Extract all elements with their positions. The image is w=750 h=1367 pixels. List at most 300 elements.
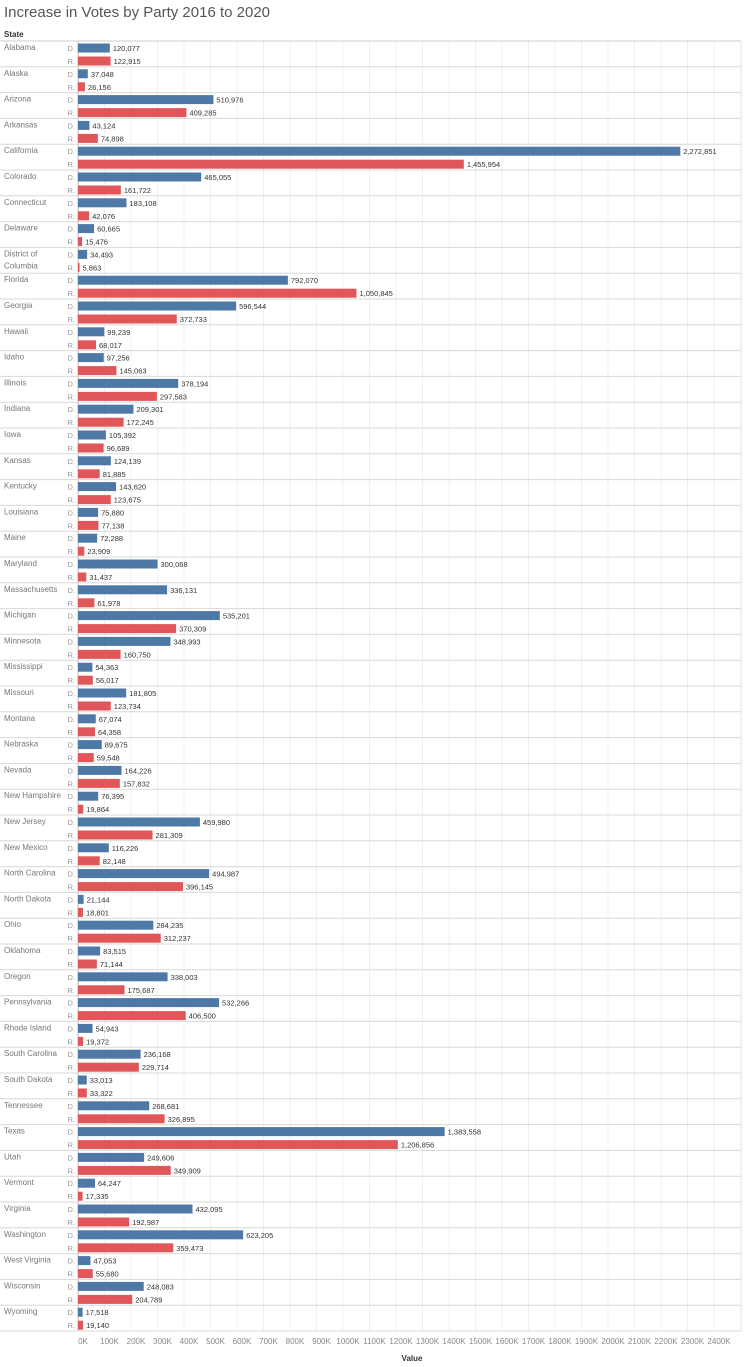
value-label: 123,734 bbox=[113, 702, 141, 711]
value-label: 17,518 bbox=[85, 1308, 109, 1318]
bar-d bbox=[78, 1230, 243, 1239]
bar-r bbox=[78, 1192, 83, 1201]
bar-r bbox=[78, 1011, 186, 1020]
state-label: Idaho bbox=[4, 352, 25, 362]
value-label: 1,050,845 bbox=[359, 289, 393, 299]
party-label: R. bbox=[67, 315, 75, 324]
party-label: D. bbox=[67, 456, 75, 466]
value-label: 192,987 bbox=[132, 1218, 160, 1227]
bar-d bbox=[78, 714, 96, 723]
x-tick-label: 2300K bbox=[680, 1337, 705, 1346]
bar-d bbox=[78, 456, 111, 465]
bar-d bbox=[78, 921, 153, 930]
party-label: R. bbox=[67, 1192, 75, 1202]
state-label: Florida bbox=[4, 275, 29, 285]
party-label: D. bbox=[67, 173, 75, 182]
value-label: 37,048 bbox=[90, 69, 114, 79]
value-label: 161,722 bbox=[123, 186, 151, 195]
bar-d bbox=[78, 482, 116, 491]
bar-d bbox=[78, 1205, 193, 1214]
value-label: 406,500 bbox=[188, 1011, 216, 1021]
bar-d bbox=[78, 508, 98, 517]
bar-d bbox=[78, 869, 209, 878]
value-label: 145,063 bbox=[119, 366, 147, 376]
state-label: Vermont bbox=[4, 1178, 34, 1188]
party-label: R. bbox=[67, 960, 75, 969]
party-label: R. bbox=[67, 418, 75, 428]
state-label: Tennessee bbox=[4, 1100, 43, 1110]
state-label: Mississippi bbox=[4, 662, 43, 672]
value-label: 229,714 bbox=[141, 1063, 169, 1073]
bar-r bbox=[78, 934, 161, 943]
value-label: 349,909 bbox=[173, 1166, 201, 1176]
x-tick-label: 400K bbox=[179, 1337, 199, 1346]
party-label: D. bbox=[67, 611, 75, 621]
value-label: 281,309 bbox=[155, 831, 183, 840]
bar-d bbox=[78, 173, 201, 182]
party-label: D. bbox=[67, 1024, 75, 1034]
state-label: South Carolina bbox=[4, 1049, 57, 1059]
x-tick-label: 900K bbox=[312, 1337, 331, 1346]
value-label: 15,476 bbox=[85, 237, 109, 247]
value-label: 89,675 bbox=[104, 740, 128, 750]
party-label: R. bbox=[67, 1243, 75, 1253]
state-label: North Dakota bbox=[4, 894, 52, 904]
party-label: D. bbox=[67, 1153, 75, 1163]
bar-r bbox=[78, 573, 86, 582]
party-label: D. bbox=[67, 405, 75, 415]
party-label: D. bbox=[67, 431, 75, 440]
party-label: D. bbox=[67, 1101, 75, 1111]
state-label: Kentucky bbox=[4, 481, 37, 491]
bar-d bbox=[78, 1076, 87, 1085]
party-label: R. bbox=[67, 573, 75, 582]
party-label: D. bbox=[67, 327, 75, 337]
state-label: New Hampshire bbox=[4, 791, 61, 801]
bar-d bbox=[78, 611, 220, 620]
state-label: Pennsylvania bbox=[4, 997, 52, 1007]
value-label: 5,863 bbox=[82, 263, 102, 273]
state-label: Indiana bbox=[4, 404, 31, 414]
x-axis-title: Value bbox=[401, 1354, 423, 1363]
state-label: Montana bbox=[4, 713, 36, 723]
party-label: R. bbox=[67, 211, 75, 221]
party-label: D. bbox=[67, 1308, 75, 1318]
value-label: 181,805 bbox=[129, 689, 157, 698]
party-label: R. bbox=[67, 57, 75, 66]
bar-r bbox=[78, 547, 84, 556]
state-label: South Dakota bbox=[4, 1075, 53, 1084]
value-label: 396,145 bbox=[185, 882, 214, 892]
bar-r bbox=[78, 856, 100, 865]
party-label: D. bbox=[67, 276, 75, 286]
bar-r bbox=[78, 366, 116, 375]
state-label: Kansas bbox=[4, 455, 31, 465]
value-label: 72,288 bbox=[100, 534, 124, 544]
value-label: 312,237 bbox=[163, 934, 191, 944]
x-tick-label: 2400K bbox=[707, 1337, 731, 1346]
party-label: R. bbox=[67, 650, 75, 660]
value-label: 1,383,558 bbox=[447, 1127, 482, 1137]
state-label: Utah bbox=[4, 1152, 21, 1162]
bar-r bbox=[78, 960, 97, 969]
bar-d bbox=[78, 224, 94, 233]
party-label: R. bbox=[67, 1011, 75, 1021]
party-label: D. bbox=[67, 224, 75, 234]
value-label: 623,205 bbox=[246, 1230, 274, 1240]
state-label: North Carolina bbox=[4, 868, 56, 878]
value-label: 59,548 bbox=[96, 753, 120, 763]
party-label: D. bbox=[67, 482, 75, 492]
state-label: Columbia bbox=[4, 261, 38, 271]
bar-d bbox=[78, 1308, 83, 1317]
bar-r bbox=[78, 134, 98, 143]
bar-r bbox=[78, 1295, 132, 1304]
bar-d bbox=[78, 250, 87, 259]
bar-d bbox=[78, 198, 127, 207]
value-label: 348,993 bbox=[173, 637, 201, 647]
state-label: Arizona bbox=[4, 94, 32, 104]
value-label: 54,363 bbox=[95, 663, 119, 673]
bar-r bbox=[78, 727, 95, 736]
value-label: 204,789 bbox=[135, 1295, 163, 1305]
value-label: 160,750 bbox=[123, 650, 151, 660]
party-label: D. bbox=[67, 1050, 75, 1060]
bar-d bbox=[78, 302, 236, 311]
value-label: 67,074 bbox=[98, 714, 122, 724]
party-label: R. bbox=[67, 1166, 75, 1176]
party-label: D. bbox=[67, 198, 75, 208]
state-label: Alaska bbox=[4, 68, 29, 78]
value-label: 33,322 bbox=[89, 1089, 113, 1098]
bar-r bbox=[78, 676, 93, 685]
party-label: D. bbox=[67, 637, 75, 647]
value-label: 494,987 bbox=[212, 869, 240, 879]
party-label: D. bbox=[67, 560, 75, 569]
state-label: Hawaii bbox=[4, 326, 29, 336]
x-tick-label: 2100K bbox=[627, 1337, 652, 1346]
bar-d bbox=[78, 379, 178, 388]
party-label: R. bbox=[67, 237, 75, 247]
value-label: 326,895 bbox=[167, 1114, 195, 1124]
value-label: 47,053 bbox=[93, 1256, 117, 1266]
bar-d bbox=[78, 1256, 90, 1265]
bar-r bbox=[78, 108, 186, 117]
bar-d bbox=[78, 1179, 95, 1188]
bar-r bbox=[78, 1089, 87, 1098]
bar-d bbox=[78, 147, 680, 156]
party-label: R. bbox=[67, 1269, 75, 1279]
bar-r bbox=[78, 1037, 83, 1046]
party-label: D. bbox=[67, 44, 75, 53]
bar-r bbox=[78, 908, 83, 917]
bar-d bbox=[78, 689, 126, 698]
bar-d bbox=[78, 1282, 144, 1291]
party-label: R. bbox=[67, 366, 75, 376]
value-label: 26,156 bbox=[87, 82, 111, 92]
bar-d bbox=[78, 327, 104, 336]
bar-d bbox=[78, 792, 98, 801]
x-tick-label: 800K bbox=[285, 1337, 305, 1346]
party-label: R. bbox=[67, 186, 75, 195]
x-tick-label: 1500K bbox=[468, 1337, 493, 1346]
bar-d bbox=[78, 405, 133, 414]
bar-r bbox=[78, 263, 80, 272]
party-label: R. bbox=[67, 1037, 75, 1047]
bar-r bbox=[78, 495, 111, 504]
x-tick-label: 700K bbox=[259, 1337, 278, 1346]
party-label: R. bbox=[67, 340, 75, 350]
bar-d bbox=[78, 353, 104, 362]
party-label: R. bbox=[67, 547, 75, 557]
state-label: Missouri bbox=[4, 688, 34, 697]
value-label: 378,194 bbox=[181, 379, 209, 389]
value-label: 19,864 bbox=[86, 805, 110, 815]
bar-d bbox=[78, 1101, 149, 1110]
party-label: D. bbox=[67, 972, 75, 982]
value-label: 164,226 bbox=[124, 766, 152, 776]
value-label: 336,131 bbox=[170, 585, 198, 595]
bar-r bbox=[78, 392, 157, 401]
party-label: D. bbox=[67, 663, 75, 673]
party-label: R. bbox=[67, 598, 75, 608]
party-label: R. bbox=[67, 934, 75, 944]
party-label: R. bbox=[67, 289, 75, 299]
state-label: Washington bbox=[4, 1229, 46, 1239]
x-tick-label: 1600K bbox=[495, 1337, 519, 1346]
bar-d bbox=[78, 69, 88, 78]
state-label: Connecticut bbox=[4, 197, 47, 207]
value-label: 532,266 bbox=[222, 998, 250, 1008]
party-label: D. bbox=[67, 534, 75, 544]
value-label: 122,915 bbox=[113, 57, 141, 66]
bar-r bbox=[78, 211, 89, 220]
state-label: Louisiana bbox=[4, 507, 39, 517]
party-label: R. bbox=[67, 985, 75, 995]
bar-r bbox=[78, 340, 96, 349]
x-tick-label: 1700K bbox=[521, 1337, 546, 1346]
party-label: D. bbox=[67, 766, 75, 776]
bar-r bbox=[78, 1269, 93, 1278]
bar-r bbox=[78, 444, 104, 453]
value-label: 2,272,851 bbox=[683, 147, 717, 157]
value-label: 432,095 bbox=[195, 1205, 223, 1214]
value-label: 21,144 bbox=[86, 895, 110, 905]
state-label: New Mexico bbox=[4, 842, 48, 852]
value-label: 143,620 bbox=[119, 482, 147, 492]
bar-r bbox=[78, 1218, 129, 1227]
bar-r bbox=[78, 805, 83, 814]
value-label: 510,976 bbox=[216, 95, 244, 105]
party-label: D. bbox=[67, 947, 75, 956]
bar-r bbox=[78, 753, 94, 762]
party-label: R. bbox=[67, 469, 75, 479]
x-tick-label: 2200K bbox=[654, 1337, 678, 1346]
party-label: D. bbox=[67, 585, 75, 595]
state-label: Oklahoma bbox=[4, 946, 41, 955]
party-label: R. bbox=[67, 1089, 75, 1098]
value-label: 120,077 bbox=[112, 44, 140, 53]
bar-r bbox=[78, 1166, 171, 1175]
value-label: 105,392 bbox=[108, 431, 137, 440]
bar-r bbox=[78, 237, 82, 246]
value-label: 82,148 bbox=[102, 856, 126, 866]
value-label: 123,675 bbox=[113, 495, 141, 505]
value-label: 116,226 bbox=[111, 843, 139, 853]
state-label: Ohio bbox=[4, 920, 21, 930]
party-label: D. bbox=[67, 921, 75, 931]
state-label: Wyoming bbox=[4, 1307, 38, 1317]
party-label: R. bbox=[67, 831, 75, 840]
x-tick-label: 1900K bbox=[574, 1337, 599, 1346]
bar-r bbox=[78, 1321, 83, 1330]
party-label: D. bbox=[67, 1205, 75, 1214]
party-label: D. bbox=[67, 1179, 75, 1189]
state-label: Maryland bbox=[4, 559, 37, 568]
value-label: 68,017 bbox=[99, 340, 122, 350]
bar-d bbox=[78, 44, 110, 53]
party-label: R. bbox=[67, 779, 75, 789]
party-label: D. bbox=[67, 689, 75, 698]
state-label: New Jersey bbox=[4, 817, 46, 826]
party-label: D. bbox=[67, 869, 75, 879]
party-label: R. bbox=[67, 856, 75, 866]
bar-r bbox=[78, 469, 100, 478]
state-label: Maine bbox=[4, 533, 26, 543]
party-label: D. bbox=[67, 69, 75, 79]
state-label: Oregon bbox=[4, 971, 31, 981]
bar-d bbox=[78, 843, 109, 852]
value-label: 42,076 bbox=[92, 211, 116, 221]
party-label: R. bbox=[67, 495, 75, 505]
party-label: R. bbox=[67, 702, 75, 711]
value-label: 284,235 bbox=[156, 921, 184, 931]
state-label: Texas bbox=[4, 1126, 25, 1136]
value-label: 249,606 bbox=[147, 1153, 175, 1163]
value-label: 1,206,856 bbox=[400, 1140, 435, 1150]
bar-d bbox=[78, 534, 97, 543]
party-label: D. bbox=[67, 740, 75, 750]
party-label: R. bbox=[67, 753, 75, 763]
x-tick-label: 0K bbox=[78, 1337, 88, 1346]
party-label: R. bbox=[67, 1218, 75, 1227]
value-label: 359,473 bbox=[176, 1243, 204, 1253]
x-tick-label: 300K bbox=[153, 1337, 172, 1346]
state-label: Massachusetts bbox=[4, 584, 58, 594]
bar-d bbox=[78, 998, 219, 1007]
party-label: D. bbox=[67, 1230, 75, 1240]
x-tick-label: 1200K bbox=[389, 1337, 413, 1346]
x-tick-label: 600K bbox=[232, 1337, 252, 1346]
value-label: 1,455,954 bbox=[466, 160, 501, 170]
party-label: D. bbox=[67, 147, 75, 157]
value-label: 54,943 bbox=[95, 1024, 119, 1034]
bar-r bbox=[78, 702, 111, 711]
value-label: 64,358 bbox=[98, 727, 122, 737]
party-label: R. bbox=[67, 263, 75, 273]
party-label: D. bbox=[67, 1076, 75, 1085]
state-label: Iowa bbox=[4, 430, 21, 439]
value-label: 76,395 bbox=[101, 792, 125, 802]
party-label: R. bbox=[67, 624, 75, 634]
bar-d bbox=[78, 818, 200, 827]
party-label: D. bbox=[67, 353, 75, 363]
state-label: Michigan bbox=[4, 610, 37, 620]
bar-d bbox=[78, 585, 167, 594]
bar-d bbox=[78, 1050, 141, 1059]
bar-d bbox=[78, 972, 168, 981]
party-label: D. bbox=[67, 1282, 75, 1292]
value-label: 60,665 bbox=[97, 224, 121, 234]
party-label: D. bbox=[67, 379, 75, 389]
bar-r bbox=[78, 1114, 165, 1123]
party-label: D. bbox=[67, 818, 75, 827]
value-label: 236,168 bbox=[143, 1050, 171, 1060]
value-label: 61,978 bbox=[97, 598, 121, 608]
value-label: 459,980 bbox=[202, 818, 231, 827]
row-header: State bbox=[4, 30, 24, 39]
x-tick-label: 2000K bbox=[601, 1337, 625, 1346]
chart-title: Increase in Votes by Party 2016 to 2020 bbox=[4, 4, 271, 21]
state-label: West Virginia bbox=[4, 1255, 51, 1265]
party-label: D. bbox=[67, 895, 75, 905]
bar-d bbox=[78, 1127, 445, 1136]
value-label: 19,372 bbox=[86, 1037, 110, 1047]
value-label: 18,801 bbox=[85, 908, 109, 918]
x-tick-label: 100K bbox=[100, 1337, 119, 1346]
bar-d bbox=[78, 637, 170, 646]
value-label: 77,138 bbox=[101, 521, 125, 531]
value-label: 64,247 bbox=[98, 1179, 121, 1189]
value-label: 83,515 bbox=[103, 947, 127, 956]
state-label: California bbox=[4, 146, 38, 156]
value-label: 268,681 bbox=[152, 1101, 180, 1111]
party-label: R. bbox=[67, 444, 75, 453]
party-label: D. bbox=[67, 250, 75, 260]
party-label: R. bbox=[67, 1114, 75, 1124]
party-label: R. bbox=[67, 1140, 75, 1150]
x-tick-label: 1100K bbox=[363, 1337, 386, 1346]
party-label: D. bbox=[67, 714, 75, 724]
x-tick-label: 1000K bbox=[336, 1337, 360, 1346]
x-tick-label: 1800K bbox=[548, 1337, 572, 1346]
bar-d bbox=[78, 1024, 93, 1033]
state-label: Nebraska bbox=[4, 739, 39, 749]
state-label: Colorado bbox=[4, 172, 37, 181]
state-label: Wisconsin bbox=[4, 1281, 41, 1291]
bar-r bbox=[78, 1243, 173, 1252]
party-label: D. bbox=[67, 1127, 75, 1137]
bar-r bbox=[78, 1063, 139, 1072]
party-label: D. bbox=[67, 998, 75, 1008]
value-label: 75,880 bbox=[101, 508, 125, 518]
value-label: 31,437 bbox=[89, 573, 113, 582]
bar-r bbox=[78, 624, 176, 633]
party-label: D. bbox=[67, 508, 75, 518]
bar-r bbox=[78, 598, 94, 607]
bar-r bbox=[78, 831, 153, 840]
party-label: R. bbox=[67, 521, 75, 531]
value-label: 71,144 bbox=[99, 960, 123, 969]
value-label: 409,285 bbox=[189, 108, 217, 118]
bar-r bbox=[78, 82, 85, 91]
value-label: 297,583 bbox=[159, 392, 187, 402]
bar-d bbox=[78, 431, 106, 440]
value-label: 596,544 bbox=[239, 302, 267, 311]
party-label: D. bbox=[67, 792, 75, 802]
value-label: 370,309 bbox=[179, 624, 207, 634]
value-label: 33,013 bbox=[89, 1076, 113, 1085]
